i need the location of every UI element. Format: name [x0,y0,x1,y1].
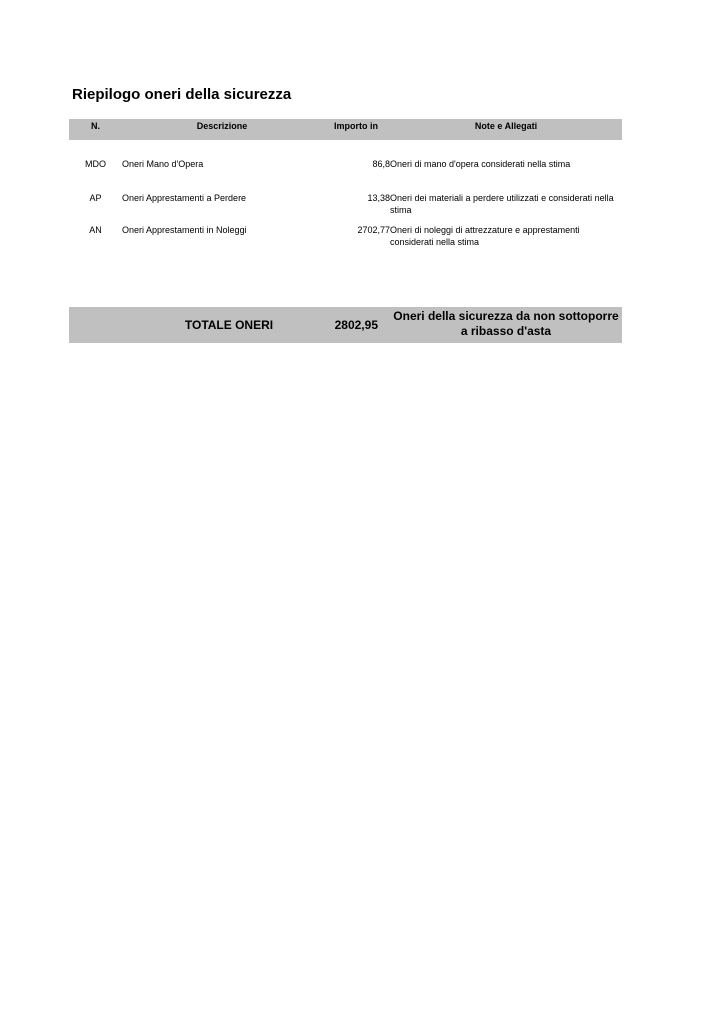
row-description: Oneri Mano d'Opera [122,159,204,169]
page-title: Riepilogo oneri della sicurezza [72,86,292,103]
row-note: Oneri di mano d'opera considerati nella stima [390,159,571,169]
total-row [69,307,622,343]
row-code: AN [89,225,102,235]
row-note: Oneri dei materiali a perdere utilizzati e considerati nella stima [390,193,614,215]
table-header [69,119,622,140]
row-note: Oneri di noleggi di attrezzature e apprestamenti considerati nella stima [390,225,580,247]
total-amount: 2802,95 [334,318,378,332]
header-n: N. [91,121,100,131]
total-label: TOTALE ONERI [184,318,274,332]
header-importo: Importo in [334,121,378,131]
table-row [69,224,622,252]
total-note: Oneri della sicurezza da non sottoporre a ribasso d'asta [393,309,619,338]
row-code: AP [89,193,102,203]
row-code: MDO [85,159,106,169]
header-descrizione: Descrizione [196,121,248,131]
row-description: Oneri Apprestamenti a Perdere [122,193,247,203]
row-description: Oneri Apprestamenti in Noleggi [122,225,247,235]
table-row [69,158,622,186]
row-amount: 2702,77 [357,225,390,235]
row-amount: 86,8 [372,159,390,169]
row-amount: 13,38 [367,193,390,203]
table-row [69,192,622,220]
header-note: Note e Allegati [474,121,538,131]
